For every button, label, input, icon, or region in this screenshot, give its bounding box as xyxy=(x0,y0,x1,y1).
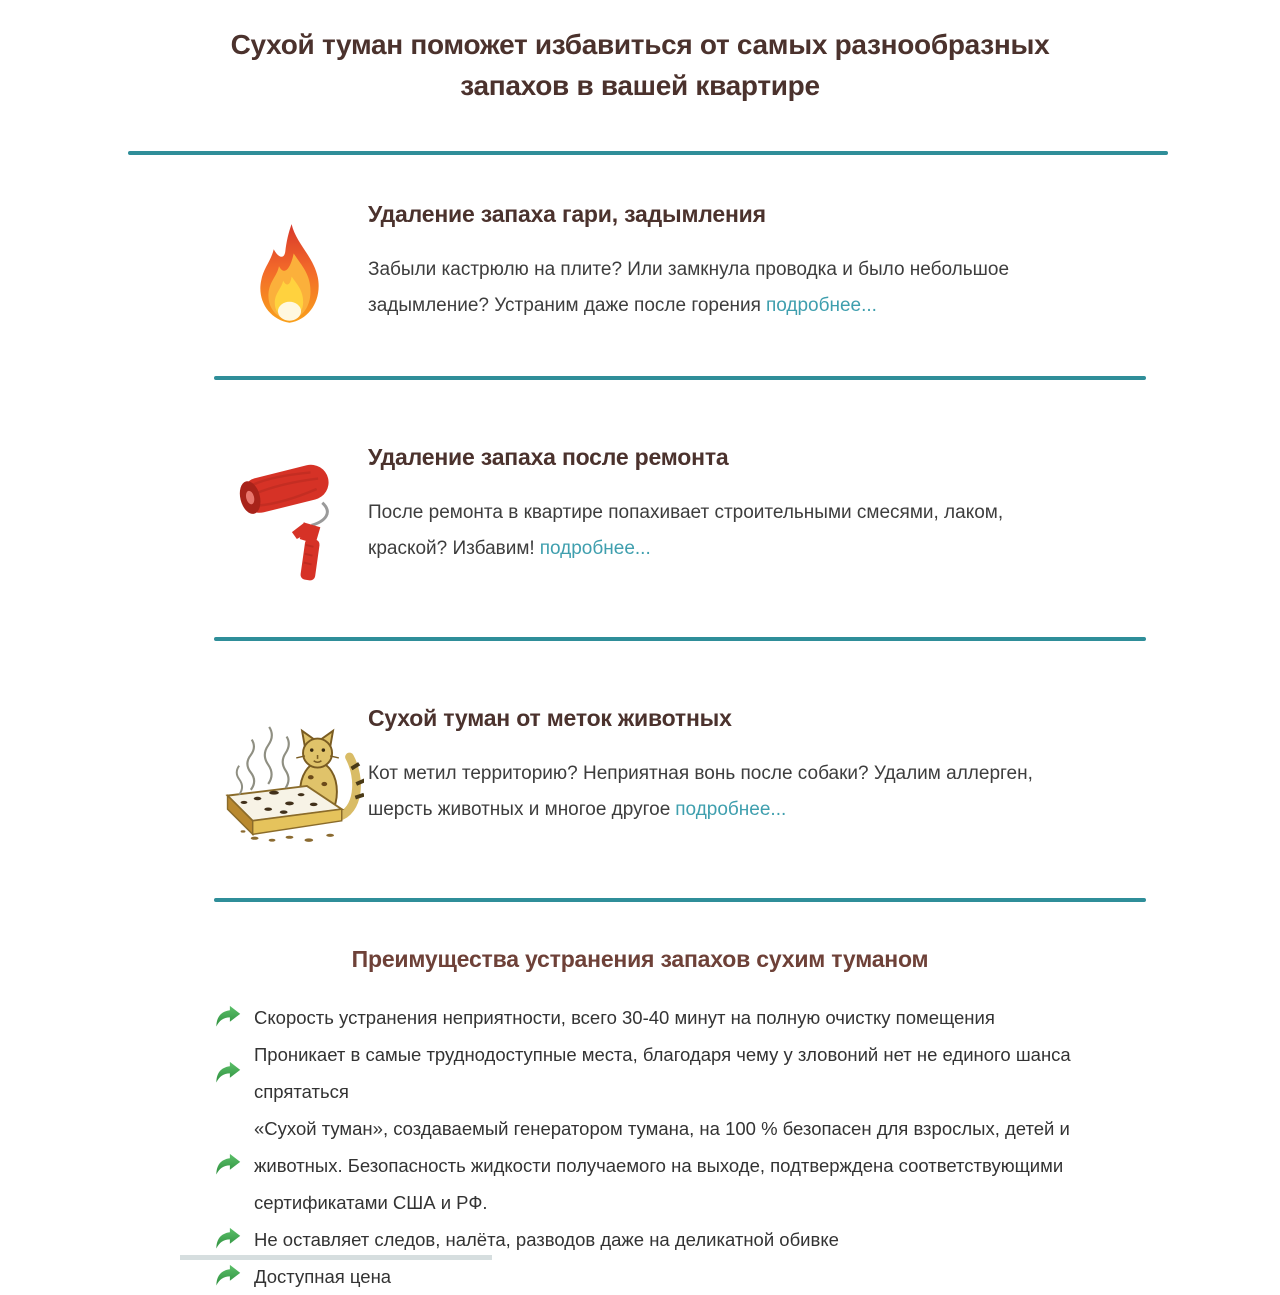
curved-arrow-icon xyxy=(214,1061,241,1085)
advantage-text: Скорость устранения неприятности, всего 30-40 минут на полную очистку помещения xyxy=(254,1006,995,1028)
section-burning-smell xyxy=(214,155,1146,376)
section-heading: Удаление запаха после ремонта xyxy=(368,443,729,470)
section-heading: Сухой туман от меток животных xyxy=(368,704,732,731)
curved-arrow-icon xyxy=(214,1153,241,1177)
bottom-partial-element xyxy=(180,1255,492,1260)
advantage-item xyxy=(214,1036,1154,1110)
section-divider xyxy=(214,898,1146,902)
services-list xyxy=(214,155,1146,902)
section-text: Забыли кастрюлю на плите? Или замкнула проводка и было небольшое задымление? Устраним даже после горения xyxy=(368,258,1010,316)
advantage-item xyxy=(214,1221,1154,1258)
advantage-item xyxy=(214,999,1154,1036)
advantages-list xyxy=(214,999,1154,1295)
advantage-item xyxy=(214,1110,1154,1221)
advantages-heading: Преимущества устранения запахов сухим туманом xyxy=(351,945,929,972)
page-title: Сухой туман поможет избавиться от самых разнообразных запахов в вашей квартире xyxy=(230,29,1050,102)
section-after-renovation xyxy=(214,380,1146,637)
advantage-text: Проникает в самые труднодоступные места, благодаря чему у зловоний нет не единого шанса спрятаться xyxy=(254,1043,1071,1102)
curved-arrow-icon xyxy=(214,1005,241,1029)
section-pet-marks xyxy=(214,641,1146,898)
more-link[interactable]: подробнее... xyxy=(765,294,877,316)
paint-roller-icon xyxy=(225,444,353,591)
curved-arrow-icon xyxy=(214,1227,241,1251)
advantage-text: Доступная цена xyxy=(254,1265,392,1287)
section-heading: Удаление запаха гари, задымления xyxy=(368,200,766,227)
advantage-item xyxy=(214,1258,1154,1295)
advantage-text: Не оставляет следов, налёта, разводов даже на деликатной обивке xyxy=(254,1228,839,1250)
more-link[interactable]: подробнее... xyxy=(675,798,787,820)
section-text: Кот метил территорию? Неприятная вонь после собаки? Удалим аллерген, шерсть животных и многое другое xyxy=(368,762,1033,820)
more-link[interactable]: подробнее... xyxy=(539,537,651,559)
curved-arrow-icon xyxy=(214,1264,241,1288)
flame-icon xyxy=(237,222,342,332)
cat-litter-box-icon xyxy=(214,695,364,850)
advantage-text: «Сухой туман», создаваемый генератором тумана, на 100 % безопасен для взрослых, детей и животных. Безопасность жидкости получаемого на выходе, подтверждена соответствующими сертификатами США и РФ. xyxy=(254,1117,1070,1213)
section-text: После ремонта в квартире попахивает строительными смесями, лаком, краской? Избавим! xyxy=(368,501,1004,559)
